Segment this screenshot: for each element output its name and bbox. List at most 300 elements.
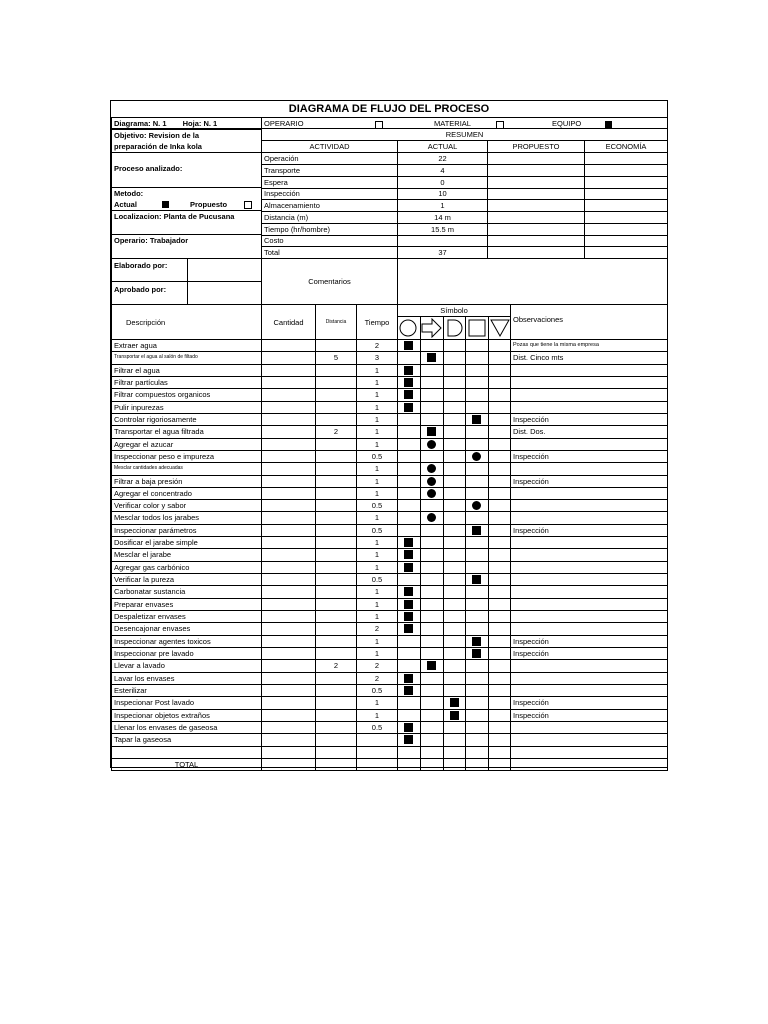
table-row-symbol-cell bbox=[466, 389, 489, 401]
table-row-distancia bbox=[316, 685, 357, 697]
inspection-square-icon bbox=[467, 318, 487, 338]
activity-marker-square bbox=[404, 624, 413, 633]
aprobado-label-cell bbox=[111, 282, 188, 305]
table-row-distancia bbox=[316, 414, 357, 426]
table-row-symbol-cell bbox=[398, 722, 421, 734]
table-row-tiempo: 1 bbox=[357, 439, 398, 451]
table-row-symbol-cell bbox=[421, 377, 444, 389]
table-row-symbol-cell bbox=[444, 599, 466, 611]
activity-marker-square bbox=[427, 353, 436, 362]
table-row-symbol-cell bbox=[398, 747, 421, 759]
table-row-observacion: Inspección bbox=[511, 451, 668, 463]
resumen-actual-value bbox=[398, 235, 488, 247]
table-row-symbol-cell bbox=[489, 697, 511, 709]
table-row-distancia bbox=[316, 500, 357, 512]
table-row-tiempo: 0.5 bbox=[357, 525, 398, 537]
table-row-symbol-cell bbox=[398, 476, 421, 488]
table-row-symbol-cell bbox=[398, 365, 421, 377]
table-row-tiempo: 1 bbox=[357, 414, 398, 426]
table-row-symbol-cell bbox=[489, 525, 511, 537]
resumen-activity-label: Tiempo (hr/hombre) bbox=[262, 224, 398, 236]
table-row-symbol-cell bbox=[466, 660, 489, 672]
activity-marker-square bbox=[404, 735, 413, 744]
table-row-tiempo: 0.5 bbox=[357, 722, 398, 734]
table-row-symbol-cell bbox=[489, 574, 511, 586]
table-row-symbol-cell bbox=[398, 500, 421, 512]
table-row-observacion bbox=[511, 537, 668, 549]
table-row-tiempo: 0.5 bbox=[357, 685, 398, 697]
table-row-symbol-cell bbox=[444, 488, 466, 500]
table-row-description: Llevar a lavado bbox=[111, 660, 262, 672]
table-row-cantidad bbox=[262, 574, 316, 586]
table-row-symbol-cell bbox=[444, 476, 466, 488]
table-row-symbol-cell bbox=[421, 488, 444, 500]
activity-marker-square bbox=[404, 403, 413, 412]
table-row-symbol-cell bbox=[398, 710, 421, 722]
table-row-observacion: Inspección bbox=[511, 697, 668, 709]
table-row-tiempo: 1 bbox=[357, 476, 398, 488]
table-row-tiempo: 1 bbox=[357, 389, 398, 401]
table-row-symbol-cell bbox=[444, 673, 466, 685]
table-row-distancia bbox=[316, 673, 357, 685]
table-row-description: Filtrar el agua bbox=[111, 365, 262, 377]
activity-marker-square bbox=[404, 686, 413, 695]
table-row-symbol-cell bbox=[421, 512, 444, 524]
proceso-label: Proceso analizado: bbox=[114, 164, 183, 173]
table-row-cantidad bbox=[262, 648, 316, 660]
table-row-description: Transportar el agua al salón de filtado bbox=[111, 352, 262, 364]
table-row-symbol-cell bbox=[398, 426, 421, 438]
resumen-activity-label: Espera bbox=[262, 177, 398, 189]
table-row-symbol-cell bbox=[489, 685, 511, 697]
table-row-symbol-cell bbox=[421, 611, 444, 623]
table-row-description bbox=[111, 747, 262, 759]
table-row-symbol-cell bbox=[489, 377, 511, 389]
resumen-propuesto-value bbox=[488, 200, 585, 212]
actual-checkbox-checked[interactable] bbox=[162, 201, 169, 208]
table-row-distancia bbox=[316, 747, 357, 759]
resumen-actual-value: 10 bbox=[398, 188, 488, 200]
table-row-cantidad bbox=[262, 611, 316, 623]
table-row-observacion bbox=[511, 574, 668, 586]
table-row-observacion bbox=[511, 402, 668, 414]
metodo-actual-label: Actual bbox=[114, 200, 137, 209]
table-row-symbol-cell bbox=[421, 660, 444, 672]
activity-marker-square bbox=[404, 538, 413, 547]
table-row-symbol-cell bbox=[398, 414, 421, 426]
flow-diagram-sheet bbox=[110, 100, 668, 768]
table-row-distancia bbox=[316, 623, 357, 635]
table-row-symbol-cell bbox=[421, 525, 444, 537]
table-row-description: Inspeccionar agentes toxicos bbox=[111, 636, 262, 648]
table-row-cantidad bbox=[262, 365, 316, 377]
table-row-tiempo: 1 bbox=[357, 377, 398, 389]
table-row-tiempo: 2 bbox=[357, 673, 398, 685]
table-row-cantidad bbox=[262, 747, 316, 759]
table-row-symbol-cell bbox=[421, 352, 444, 364]
resumen-activity-label: Operación bbox=[262, 153, 398, 165]
table-row-description: Desencajonar envases bbox=[111, 623, 262, 635]
table-row-description: Filtrar partículas bbox=[111, 377, 262, 389]
activity-marker-square bbox=[404, 550, 413, 559]
table-row-distancia bbox=[316, 722, 357, 734]
table-row-description: Inspeccionar peso e impureza bbox=[111, 451, 262, 463]
table-row-distancia bbox=[316, 340, 357, 352]
table-row-tiempo: 1 bbox=[357, 463, 398, 475]
table-row-cantidad bbox=[262, 389, 316, 401]
localizacion-cell bbox=[111, 211, 262, 235]
table-row-symbol-cell bbox=[489, 722, 511, 734]
table-row-description: Controlar rigoriosamente bbox=[111, 414, 262, 426]
total-row-cell bbox=[444, 759, 466, 771]
table-row-observacion bbox=[511, 500, 668, 512]
table-row-observacion bbox=[511, 660, 668, 672]
table-row-tiempo: 0.5 bbox=[357, 574, 398, 586]
table-row-distancia bbox=[316, 697, 357, 709]
col-simbolo: Símbolo bbox=[398, 305, 511, 317]
table-row-observacion: Pozas que tiene la misma empresa bbox=[511, 340, 668, 352]
table-row-symbol-cell bbox=[466, 648, 489, 660]
table-row-symbol-cell bbox=[444, 660, 466, 672]
table-row-cantidad bbox=[262, 402, 316, 414]
table-row-symbol-cell bbox=[444, 463, 466, 475]
table-row-symbol-cell bbox=[489, 352, 511, 364]
table-row-tiempo: 3 bbox=[357, 352, 398, 364]
table-row-symbol-cell bbox=[398, 525, 421, 537]
table-row-symbol-cell bbox=[489, 734, 511, 746]
total-row-cell bbox=[262, 759, 316, 771]
table-row-cantidad bbox=[262, 537, 316, 549]
table-row-observacion: Inspección bbox=[511, 525, 668, 537]
table-row-symbol-cell bbox=[421, 697, 444, 709]
table-row-symbol-cell bbox=[466, 488, 489, 500]
table-row-symbol-cell bbox=[489, 426, 511, 438]
table-row-description: Agregar gas carbónico bbox=[111, 562, 262, 574]
table-row-symbol-cell bbox=[444, 623, 466, 635]
table-row-symbol-cell bbox=[398, 648, 421, 660]
propuesto-checkbox[interactable] bbox=[244, 201, 252, 209]
table-row-symbol-cell bbox=[444, 697, 466, 709]
table-row-tiempo: 0.5 bbox=[357, 451, 398, 463]
table-row-observacion bbox=[511, 439, 668, 451]
diagram-number: Diagrama: N. 1 bbox=[114, 119, 167, 128]
table-row-symbol-cell bbox=[398, 636, 421, 648]
table-row-observacion: Inspección bbox=[511, 414, 668, 426]
activity-marker-square bbox=[472, 526, 481, 535]
activity-marker-square bbox=[404, 563, 413, 572]
material-checkbox[interactable] bbox=[496, 121, 504, 129]
table-row-distancia bbox=[316, 537, 357, 549]
table-row-observacion bbox=[511, 463, 668, 475]
activity-marker-square bbox=[472, 637, 481, 646]
table-row-symbol-cell bbox=[421, 549, 444, 561]
table-row-symbol-cell bbox=[466, 365, 489, 377]
metodo-propuesto-label: Propuesto bbox=[190, 200, 228, 209]
activity-marker-square bbox=[427, 427, 436, 436]
col-observaciones: Observaciones bbox=[511, 305, 668, 340]
table-row-symbol-cell bbox=[466, 352, 489, 364]
table-row-cantidad bbox=[262, 352, 316, 364]
delay-symbol-cell bbox=[444, 317, 466, 340]
table-row-symbol-cell bbox=[421, 648, 444, 660]
col-descripcion: Descripción bbox=[111, 305, 262, 340]
operario-info: Operario: Trabajador bbox=[114, 236, 189, 245]
table-row-symbol-cell bbox=[444, 549, 466, 561]
table-row-symbol-cell bbox=[444, 512, 466, 524]
table-row-symbol-cell bbox=[398, 697, 421, 709]
resumen-economia-value bbox=[585, 188, 668, 200]
resumen-propuesto-value bbox=[488, 188, 585, 200]
table-row-observacion bbox=[511, 389, 668, 401]
elaborado-label-cell bbox=[111, 259, 188, 282]
table-row-cantidad bbox=[262, 673, 316, 685]
table-row-symbol-cell bbox=[466, 636, 489, 648]
resumen-activity-label: Costo bbox=[262, 235, 398, 247]
activity-marker-dot bbox=[427, 489, 436, 498]
table-row-symbol-cell bbox=[489, 500, 511, 512]
sheet-number: Hoja: N. 1 bbox=[182, 119, 218, 128]
delay-d-icon bbox=[445, 318, 465, 338]
table-row-cantidad bbox=[262, 488, 316, 500]
table-row-observacion: Dist. Dos. bbox=[511, 426, 668, 438]
table-row-symbol-cell bbox=[489, 586, 511, 598]
table-row-description: Filtrar compuestos organicos bbox=[111, 389, 262, 401]
table-row-symbol-cell bbox=[444, 537, 466, 549]
table-row-symbol-cell bbox=[398, 377, 421, 389]
table-row-symbol-cell bbox=[466, 611, 489, 623]
table-row-tiempo: 1 bbox=[357, 512, 398, 524]
activity-marker-square bbox=[472, 649, 481, 658]
table-row-observacion bbox=[511, 488, 668, 500]
table-row-symbol-cell bbox=[421, 734, 444, 746]
table-row-symbol-cell bbox=[466, 747, 489, 759]
table-row-symbol-cell bbox=[398, 439, 421, 451]
table-row-symbol-cell bbox=[421, 710, 444, 722]
table-row-symbol-cell bbox=[421, 500, 444, 512]
table-row-cantidad bbox=[262, 414, 316, 426]
table-row-tiempo: 1 bbox=[357, 562, 398, 574]
table-row-cantidad bbox=[262, 377, 316, 389]
table-row-symbol-cell bbox=[421, 747, 444, 759]
proceso-cell bbox=[111, 153, 262, 188]
table-row-cantidad bbox=[262, 512, 316, 524]
table-row-tiempo: 1 bbox=[357, 488, 398, 500]
table-row-cantidad bbox=[262, 636, 316, 648]
table-row-description: Inspeccionar parámetros bbox=[111, 525, 262, 537]
total-row-cell bbox=[466, 759, 489, 771]
table-row-symbol-cell bbox=[444, 365, 466, 377]
table-row-distancia bbox=[316, 611, 357, 623]
table-row-symbol-cell bbox=[489, 599, 511, 611]
table-row-symbol-cell bbox=[398, 685, 421, 697]
table-row-description: Esterilizar bbox=[111, 685, 262, 697]
total-label: TOTAL bbox=[111, 759, 262, 771]
comentarios-field[interactable] bbox=[398, 259, 668, 305]
resumen-col-economia: ECONOMÍA bbox=[585, 141, 668, 153]
table-row-symbol-cell bbox=[489, 463, 511, 475]
activity-marker-square bbox=[404, 378, 413, 387]
table-row-symbol-cell bbox=[466, 402, 489, 414]
table-row-observacion bbox=[511, 377, 668, 389]
table-row-description: Extraer agua bbox=[111, 340, 262, 352]
table-row-symbol-cell bbox=[398, 673, 421, 685]
table-row-cantidad bbox=[262, 562, 316, 574]
page-title: DIAGRAMA DE FLUJO DEL PROCESO bbox=[111, 101, 667, 118]
resumen-activity-label: Total bbox=[262, 247, 398, 259]
table-row-symbol-cell bbox=[466, 414, 489, 426]
activity-marker-dot bbox=[427, 513, 436, 522]
table-row-symbol-cell bbox=[466, 562, 489, 574]
table-row-observacion bbox=[511, 734, 668, 746]
table-row-description: Dosificar el jarabe simple bbox=[111, 537, 262, 549]
table-row-description: Verificar la pureza bbox=[111, 574, 262, 586]
table-row-symbol-cell bbox=[489, 537, 511, 549]
total-row-cell bbox=[398, 759, 421, 771]
resumen-economia-value bbox=[585, 235, 668, 247]
operario-checkbox[interactable] bbox=[375, 121, 383, 129]
table-row-symbol-cell bbox=[444, 685, 466, 697]
table-row-observacion bbox=[511, 599, 668, 611]
table-row-distancia bbox=[316, 586, 357, 598]
table-row-symbol-cell bbox=[489, 402, 511, 414]
table-row-symbol-cell bbox=[444, 734, 466, 746]
table-row-symbol-cell bbox=[444, 402, 466, 414]
resumen-actual-value: 0 bbox=[398, 177, 488, 189]
table-row-symbol-cell bbox=[421, 636, 444, 648]
table-row-symbol-cell bbox=[489, 549, 511, 561]
table-row-symbol-cell bbox=[444, 525, 466, 537]
table-row-tiempo bbox=[357, 747, 398, 759]
table-row-description: Inspecionar objetos extraños bbox=[111, 710, 262, 722]
activity-marker-square bbox=[404, 341, 413, 350]
activity-marker-dot bbox=[472, 452, 481, 461]
activity-marker-square bbox=[450, 698, 459, 707]
table-row-distancia bbox=[316, 402, 357, 414]
resumen-economia-value bbox=[585, 212, 668, 224]
table-row-description: Preparar envases bbox=[111, 599, 262, 611]
table-row-symbol-cell bbox=[444, 710, 466, 722]
col-cantidad: Cantidad bbox=[262, 305, 316, 340]
table-row-distancia bbox=[316, 734, 357, 746]
table-row-symbol-cell bbox=[489, 488, 511, 500]
table-row-symbol-cell bbox=[466, 710, 489, 722]
resumen-economia-value bbox=[585, 153, 668, 165]
elaborado-value[interactable] bbox=[188, 259, 262, 282]
table-row-symbol-cell bbox=[489, 414, 511, 426]
table-row-distancia bbox=[316, 525, 357, 537]
table-row-symbol-cell bbox=[489, 340, 511, 352]
table-row-cantidad bbox=[262, 476, 316, 488]
table-row-cantidad bbox=[262, 586, 316, 598]
resumen-actual-value: 4 bbox=[398, 165, 488, 177]
table-row-symbol-cell bbox=[466, 586, 489, 598]
table-row-symbol-cell bbox=[444, 611, 466, 623]
activity-marker-square bbox=[472, 575, 481, 584]
table-row-cantidad bbox=[262, 463, 316, 475]
equipo-checkbox-checked[interactable] bbox=[605, 121, 612, 128]
metodo-cell bbox=[111, 188, 262, 211]
table-row-symbol-cell bbox=[489, 660, 511, 672]
resumen-propuesto-value bbox=[488, 224, 585, 236]
total-row-cell bbox=[316, 759, 357, 771]
table-row-symbol-cell bbox=[489, 611, 511, 623]
table-row-symbol-cell bbox=[466, 377, 489, 389]
table-row-tiempo: 1 bbox=[357, 710, 398, 722]
table-row-symbol-cell bbox=[421, 537, 444, 549]
table-row-cantidad bbox=[262, 426, 316, 438]
table-row-distancia bbox=[316, 488, 357, 500]
table-row-cantidad bbox=[262, 599, 316, 611]
resumen-col-actual: ACTUAL bbox=[398, 141, 488, 153]
table-row-symbol-cell bbox=[444, 722, 466, 734]
table-row-cantidad bbox=[262, 340, 316, 352]
activity-marker-square bbox=[404, 674, 413, 683]
resumen-actual-value: 22 bbox=[398, 153, 488, 165]
table-row-symbol-cell bbox=[489, 512, 511, 524]
material-label: MATERIAL bbox=[434, 119, 471, 128]
resumen-economia-value bbox=[585, 247, 668, 259]
table-row-distancia bbox=[316, 463, 357, 475]
aprobado-value[interactable] bbox=[188, 282, 262, 305]
table-row-symbol-cell bbox=[398, 463, 421, 475]
table-row-symbol-cell bbox=[466, 463, 489, 475]
table-row-observacion bbox=[511, 623, 668, 635]
table-row-cantidad bbox=[262, 623, 316, 635]
table-row-symbol-cell bbox=[421, 451, 444, 463]
resumen-economia-value bbox=[585, 224, 668, 236]
total-row-cell bbox=[511, 759, 668, 771]
table-row-symbol-cell bbox=[444, 426, 466, 438]
table-row-symbol-cell bbox=[421, 623, 444, 635]
table-row-symbol-cell bbox=[466, 685, 489, 697]
table-row-symbol-cell bbox=[489, 673, 511, 685]
table-row-symbol-cell bbox=[444, 586, 466, 598]
activity-marker-square bbox=[404, 390, 413, 399]
table-row-symbol-cell bbox=[398, 611, 421, 623]
table-row-description: Lavar los envases bbox=[111, 673, 262, 685]
table-row-cantidad bbox=[262, 525, 316, 537]
table-row-symbol-cell bbox=[489, 636, 511, 648]
table-row-distancia bbox=[316, 599, 357, 611]
table-row-description: Agregar el azucar bbox=[111, 439, 262, 451]
table-row-observacion: Dist. Cinco mts bbox=[511, 352, 668, 364]
table-row-description: Verificar color y sabor bbox=[111, 500, 262, 512]
resumen-actual-value: 1 bbox=[398, 200, 488, 212]
table-row-symbol-cell bbox=[398, 352, 421, 364]
resumen-actual-value: 37 bbox=[398, 247, 488, 259]
table-row-distancia bbox=[316, 512, 357, 524]
table-row-description: Inspeccionar pre lavado bbox=[111, 648, 262, 660]
table-row-symbol-cell bbox=[466, 697, 489, 709]
table-row-description: Transportar el agua filtrada bbox=[111, 426, 262, 438]
table-row-cantidad bbox=[262, 549, 316, 561]
resumen-col-propuesto: PROPUESTO bbox=[488, 141, 585, 153]
table-row-symbol-cell bbox=[398, 451, 421, 463]
table-row-cantidad bbox=[262, 697, 316, 709]
table-row-symbol-cell bbox=[444, 562, 466, 574]
table-row-observacion: Inspección bbox=[511, 648, 668, 660]
table-row-symbol-cell bbox=[466, 549, 489, 561]
table-row-description: Tapar la gaseosa bbox=[111, 734, 262, 746]
table-row-symbol-cell bbox=[444, 439, 466, 451]
activity-marker-square bbox=[404, 366, 413, 375]
resumen-propuesto-value bbox=[488, 153, 585, 165]
table-row-tiempo: 1 bbox=[357, 648, 398, 660]
table-row-symbol-cell bbox=[466, 734, 489, 746]
table-row-tiempo: 1 bbox=[357, 426, 398, 438]
storage-triangle-icon bbox=[490, 318, 510, 338]
table-row-symbol-cell bbox=[466, 623, 489, 635]
